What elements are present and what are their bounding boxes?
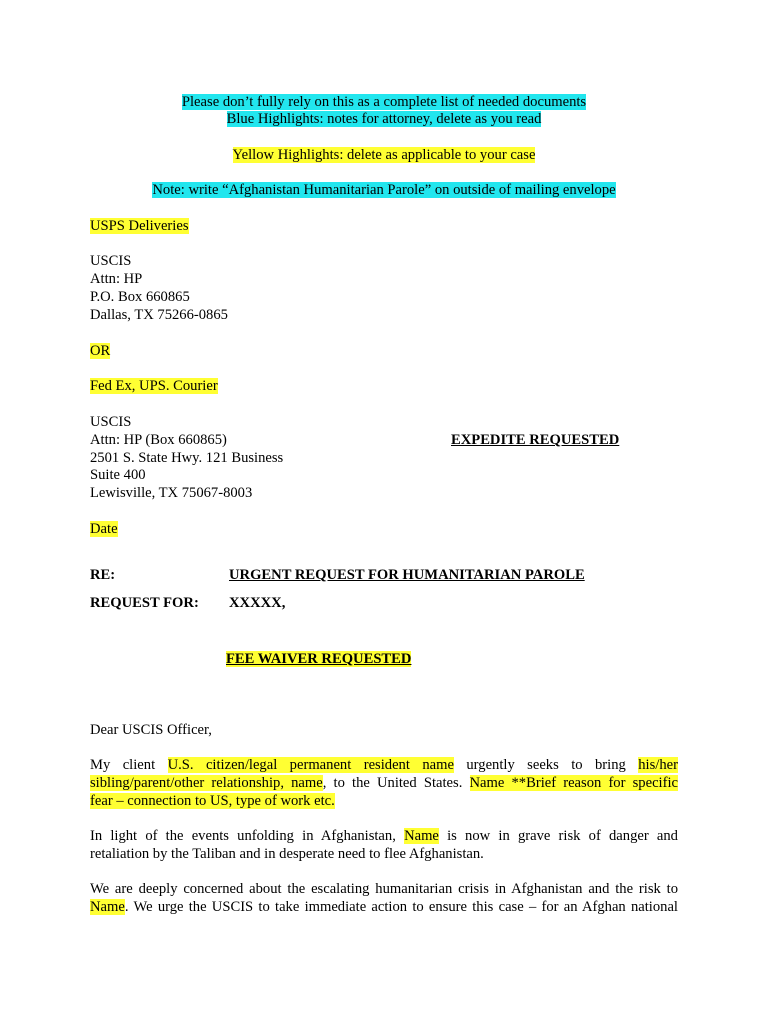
courier-address-line: Attn: HP (Box 660865) xyxy=(90,432,227,448)
expedite-requested: EXPEDITE REQUESTED xyxy=(451,432,620,448)
request-for-label: REQUEST FOR: xyxy=(90,595,199,611)
or-label: OR xyxy=(90,343,111,359)
usps-address-line: Attn: HP xyxy=(90,271,143,287)
usps-address-line: Dallas, TX 75266-0865 xyxy=(90,307,228,323)
para2-line2: retaliation by the Taliban and in desperate need to flee Afghanistan. xyxy=(90,846,484,862)
usps-address-line: USCIS xyxy=(90,253,132,269)
re-value: URGENT REQUEST FOR HUMANITARIAN PAROLE xyxy=(229,567,585,583)
note-yellow: Yellow Highlights: delete as applicable to your case xyxy=(232,147,536,163)
courier-address-line: Lewisville, TX 75067-8003 xyxy=(90,485,253,501)
salutation: Dear USCIS Officer, xyxy=(90,722,212,738)
fee-waiver: FEE WAIVER REQUESTED xyxy=(226,651,412,667)
courier-address-line: Suite 400 xyxy=(90,467,146,483)
usps-heading: USPS Deliveries xyxy=(90,218,189,234)
para3-line1: We are deeply concerned about the escalating humanitarian crisis in Afghanistan and the risk to xyxy=(90,881,678,897)
para1-line1: My client U.S. citizen/legal permanent resident name urgently seeks to bring his/her xyxy=(90,757,678,773)
request-for-value: XXXXX, xyxy=(229,595,286,611)
para3-line2: Name. We urge the USCIS to take immediate action to ensure this case – for an Afghan national xyxy=(90,899,678,915)
para2-line1: In light of the events unfolding in Afghanistan, Name is now in grave risk of danger and xyxy=(90,828,678,844)
note-line-2: Blue Highlights: notes for attorney, delete as you read xyxy=(226,111,542,127)
note-envelope: Note: write “Afghanistan Humanitarian Parole” on outside of mailing envelope xyxy=(152,182,616,198)
date-placeholder: Date xyxy=(90,521,118,537)
usps-address-line: P.O. Box 660865 xyxy=(90,289,190,305)
courier-address-line: 2501 S. State Hwy. 121 Business xyxy=(90,450,284,466)
courier-heading: Fed Ex, UPS. Courier xyxy=(90,378,218,394)
re-label: RE: xyxy=(90,567,116,583)
note-line-1: Please don’t fully rely on this as a complete list of needed documents xyxy=(181,94,587,110)
courier-address-line: USCIS xyxy=(90,414,132,430)
para1-line3: fear – connection to US, type of work etc. xyxy=(90,793,335,809)
para1-line2: sibling/parent/other relationship, name, to the United States. Name **Brief reason for specific xyxy=(90,775,678,791)
